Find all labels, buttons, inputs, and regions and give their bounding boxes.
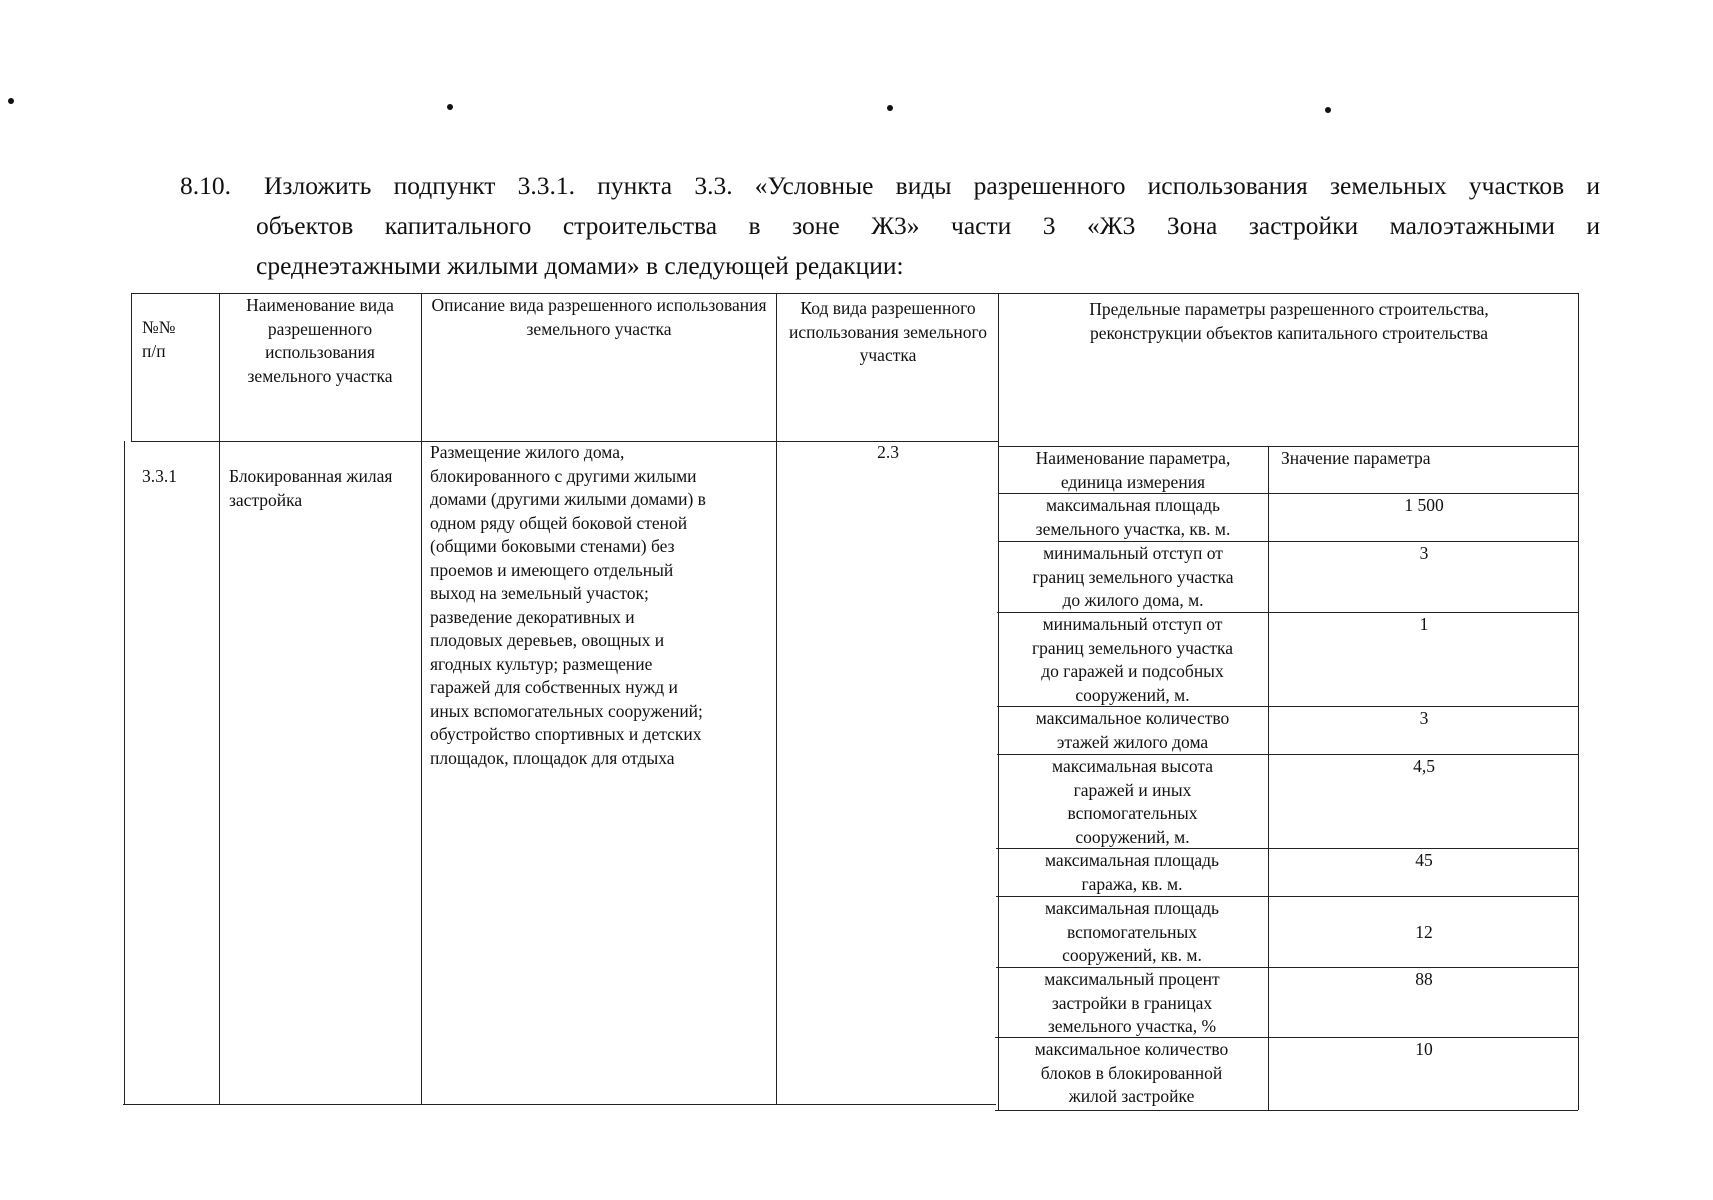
paragraph-line-1: Изложить подпункт 3.3.1. пункта 3.3. «Условные виды разрешенного использования земельных участков и	[264, 171, 1600, 200]
param-value: 3	[1419, 543, 1429, 563]
param-name: максимальная площадь земельного участка, кв. м.	[1035, 495, 1231, 539]
param-value: 1 500	[1404, 495, 1444, 515]
param-value: 88	[1415, 969, 1433, 989]
paragraph-number: 8.10.	[180, 171, 231, 200]
row-use-code: 2.3	[877, 442, 899, 462]
paragraph-line-3: среднеэтажными жилыми домами» в следующей редакции:	[256, 251, 904, 280]
param-value: 3	[1419, 708, 1429, 728]
header-use-code: Код вида разрешенного использования земельного участка	[788, 298, 988, 365]
param-name: максимальный процент застройки в границах земельного участка, %	[1044, 969, 1220, 1036]
param-value: 45	[1415, 850, 1433, 870]
param-value: 4,5	[1413, 756, 1435, 776]
param-name: минимальный отступ от границ земельного участка до жилого дома, м.	[1032, 543, 1234, 610]
param-value: 12	[1415, 922, 1433, 942]
param-name: максимальная площадь вспомогательных сооружений, кв. м.	[1044, 898, 1220, 965]
row-number: 3.3.1	[142, 466, 177, 486]
row-use-description: Размещение жилого дома, блокированного с другими жилыми домами (другими жилыми домами) в одном ряду общей боковой стеной (общими боковыми стенами) без проемов и имеющего отдельный выход на земельный участок; разведение декоративных и плодовых деревьев, овощных и ягодных культур; размещение гаражей для собственных нужд и иных вспомогательных сооружений; обустройство спортивных и детских площадок, площадок для отдыха	[430, 442, 706, 768]
header-use-description: Описание вида разрешенного использования земельного участка	[431, 295, 767, 339]
param-name: максимальное количество блоков в блокированной жилой застройке	[1034, 1039, 1229, 1106]
header-number: №№ п/п	[142, 317, 176, 361]
param-name: максимальное количество этажей жилого дома	[1035, 708, 1230, 752]
param-name: максимальная площадь гаража, кв. м.	[1044, 850, 1220, 894]
header-limit-parameters: Предельные параметры разрешенного строительства, реконструкции объектов капитального строительства	[1089, 299, 1489, 343]
paragraph-line-2: объектов капитального строительства в зоне Ж3» части 3 «Ж3 Зона застройки малоэтажными и	[256, 211, 1600, 240]
param-header-value: Значение параметра	[1281, 448, 1431, 468]
param-value: 10	[1415, 1039, 1433, 1059]
param-value: 1	[1419, 614, 1429, 634]
param-header-name: Наименование параметра, единица измерения	[1035, 448, 1231, 492]
param-name: максимальная высота гаражей и иных вспомогательных сооружений, м.	[1051, 756, 1213, 847]
row-use-type-name: Блокированная жилая застройка	[229, 466, 393, 510]
header-use-type-name: Наименование вида разрешенного использования земельного участка	[246, 295, 394, 386]
param-name: минимальный отступ от границ земельного участка до гаражей и подсобных сооружений, м.	[1031, 614, 1234, 705]
